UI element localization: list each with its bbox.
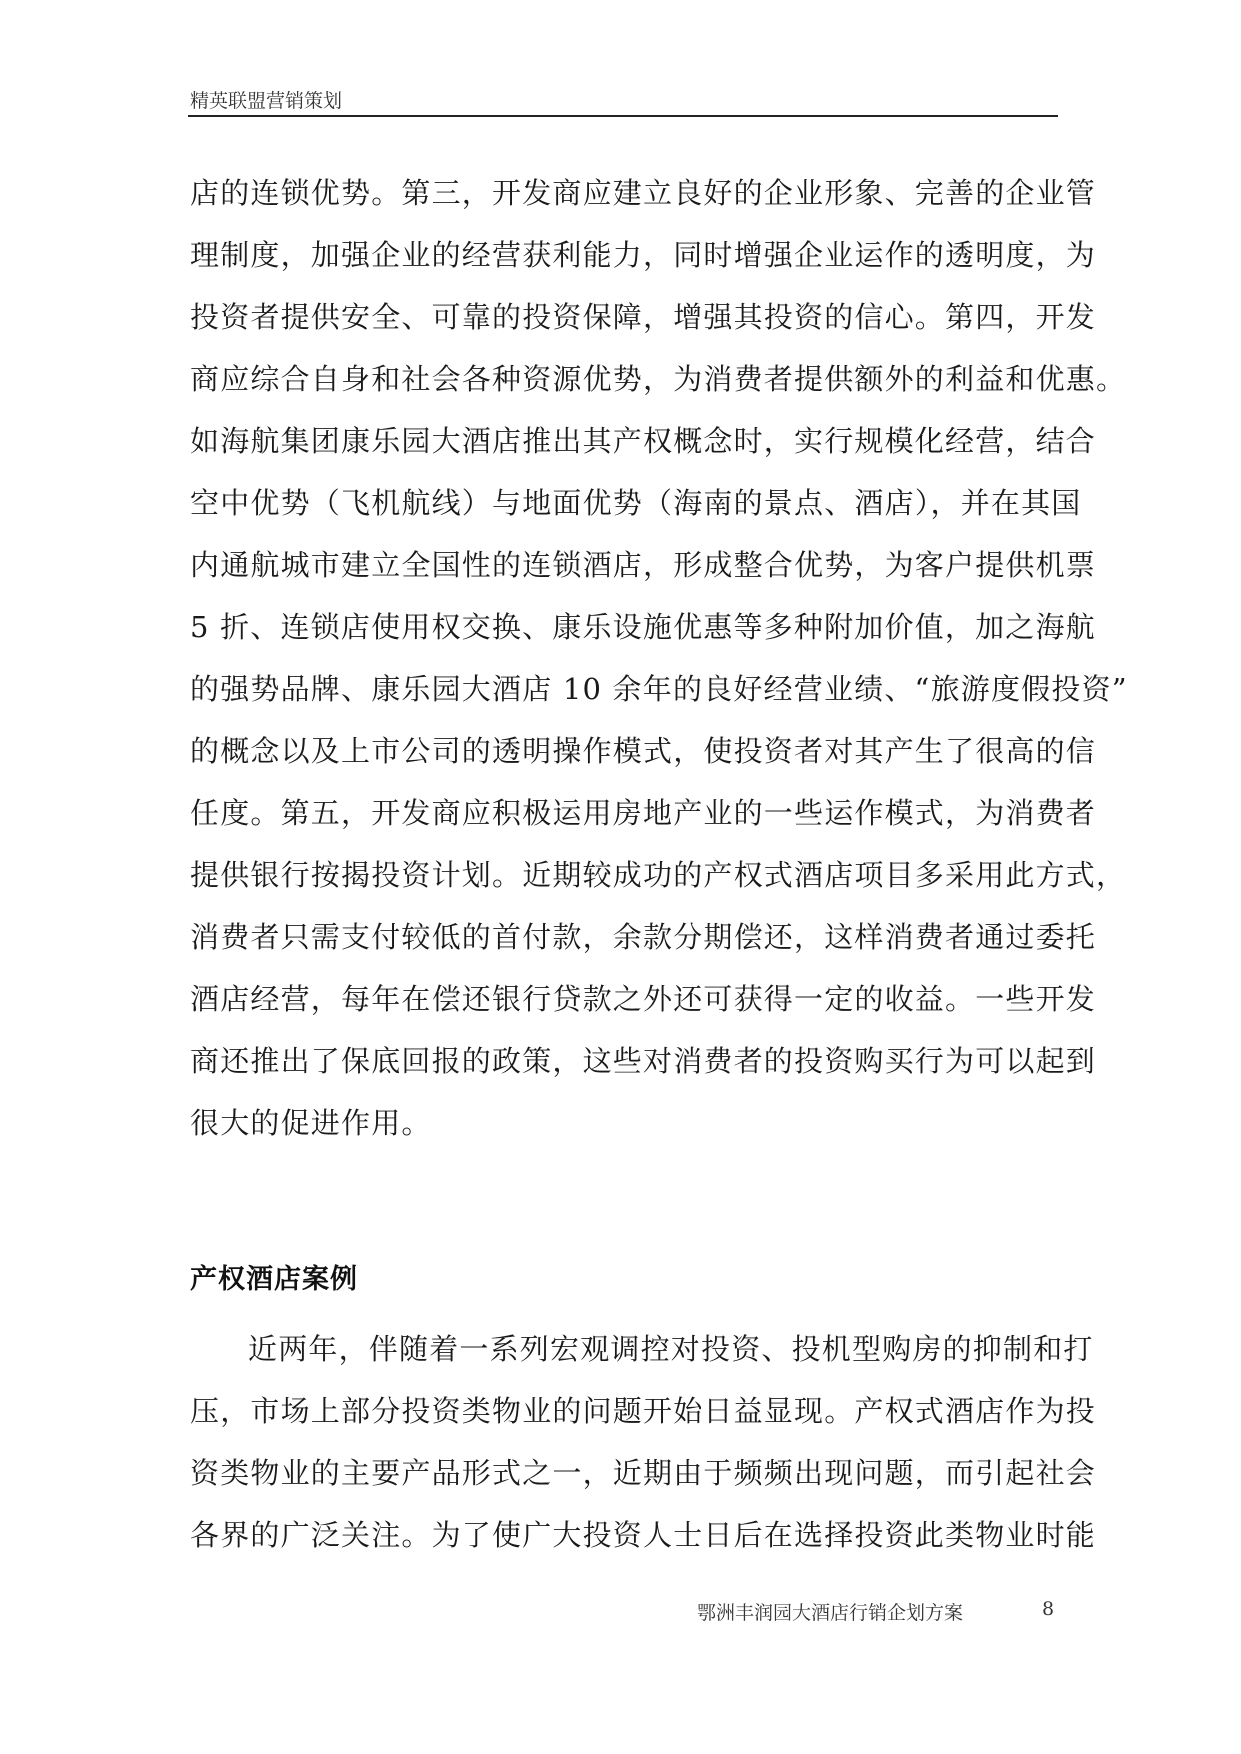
text-line: 很大的促进作用。 [190,1106,432,1140]
text-line: 消费者只需支付较低的首付款，余款分期偿还，这样消费者通过委托 [190,920,1097,954]
footer-title: 鄂洲丰润园大酒店行销企划方案 [697,1602,964,1624]
text-line: 提供银行按揭投资计划。近期较成功的产权式酒店项目多采用此方式， [190,858,1127,892]
text-line: 如海航集团康乐园大酒店推出其产权概念时，实行规模化经营，结合 [190,424,1097,458]
text-line: 理制度，加强企业的经营获利能力，同时增强企业运作的透明度，为 [190,238,1097,272]
text-line: 压，市场上部分投资类物业的问题开始日益显现。产权式酒店作为投 [190,1394,1097,1428]
text-line: 内通航城市建立全国性的连锁酒店，形成整合优势，为客户提供机票 [190,548,1097,582]
section-paragraph [190,1318,1097,1566]
text-line: 空中优势（飞机航线）与地面优势（海南的景点、酒店），并在其国 [190,486,1082,520]
text-line: 5 折、连锁店使用权交换、康乐设施优惠等多种附加价值，加之海航 [190,610,1096,644]
text-line: 店的连锁优势。第三，开发商应建立良好的企业形象、完善的企业管 [190,176,1097,210]
text-line: 各界的广泛关注。为了使广大投资人士日后在选择投资此类物业时能 [190,1518,1097,1552]
text-line: 任度。第五，开发商应积极运用房地产业的一些运作模式，为消费者 [190,796,1097,830]
text-line: 商还推出了保底回报的政策，这些对消费者的投资购买行为可以起到 [190,1044,1097,1078]
body-paragraph [190,162,1128,1154]
text-line: 酒店经营，每年在偿还银行贷款之外还可获得一定的收益。一些开发 [190,982,1097,1016]
section-heading: 产权酒店案例 [190,1264,358,1295]
text-line: 近两年，伴随着一系列宏观调控对投资、投机型购房的抑制和打 [248,1332,1094,1366]
header-divider [188,115,1058,117]
text-line: 的概念以及上市公司的透明操作模式，使投资者对其产生了很高的信 [190,734,1097,768]
page-number: 8 [1042,1598,1055,1620]
text-line: 投资者提供安全、可靠的投资保障，增强其投资的信心。第四，开发 [190,300,1097,334]
header-title: 精英联盟营销策划 [190,90,343,112]
text-line: 商应综合自身和社会各种资源优势，为消费者提供额外的利益和优惠。 [190,362,1127,396]
text-line: 资类物业的主要产品形式之一，近期由于频频出现问题，而引起社会 [190,1456,1097,1490]
text-line: 的强势品牌、康乐园大酒店 10 余年的良好经营业绩、“旅游度假投资” [190,672,1128,706]
